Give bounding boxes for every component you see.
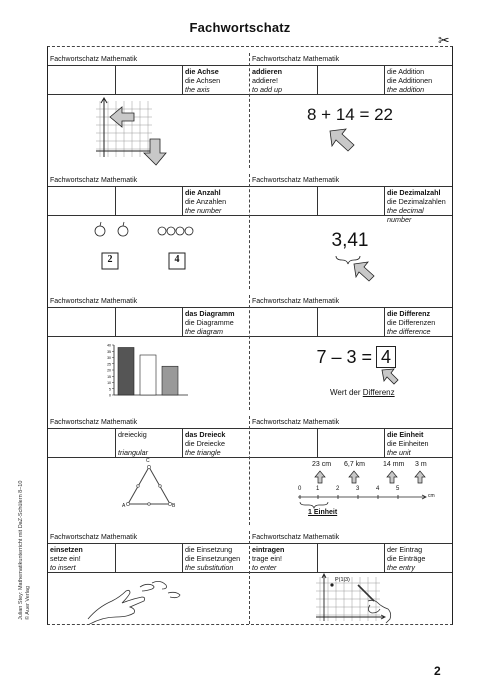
card-einsetzen — [48, 531, 250, 624]
word-cell-2 — [115, 308, 182, 336]
axis-picture — [48, 95, 250, 168]
word-english: the diagram — [185, 327, 223, 336]
diagram-tick-label: 5 — [109, 387, 111, 392]
ruler-tick-label: 2 — [336, 486, 340, 492]
unit-value: 23 cm — [312, 461, 332, 468]
inserting-hand-picture — [48, 573, 250, 624]
card-header: Fachwortschatz Mathematik — [48, 174, 249, 187]
word-english: triangular — [118, 448, 148, 457]
diagram-tick-label: 30 — [107, 356, 111, 360]
word-imperative: setze ein! — [50, 554, 81, 563]
arrow-up-left-icon — [354, 262, 374, 281]
arrow-down-icon — [144, 139, 166, 165]
scissors-icon: ✂ — [438, 32, 450, 48]
word-cell-1 — [250, 187, 317, 215]
word-imperative: trage ein! — [252, 554, 282, 563]
word-english: to enter — [252, 563, 277, 572]
word-cells — [250, 429, 452, 458]
word-plural: die Dreiecke — [185, 439, 225, 448]
vocab-row-3 — [48, 295, 452, 410]
word-english: the axis — [185, 85, 210, 94]
page-number: 2 — [434, 664, 441, 678]
card-die-anzahl — [48, 174, 250, 289]
difference-caption-word: Differenz — [362, 388, 395, 397]
diagram-bar — [118, 348, 134, 396]
card-header: Fachwortschatz Mathematik — [48, 416, 249, 429]
unit-value: 14 mm — [383, 461, 405, 468]
word-singular: die Anzahl — [185, 188, 221, 197]
word-cell-3 — [182, 544, 250, 572]
word-cells — [250, 544, 452, 573]
word-plural: die Differenzen — [387, 318, 436, 327]
word-plural: die Dezimalzahlen — [387, 197, 446, 206]
credit-text — [18, 480, 31, 620]
card-picture — [250, 95, 452, 168]
word-english: the unit — [387, 448, 411, 457]
diagram-bar — [140, 355, 156, 395]
word-singular: das Diagramm — [185, 309, 235, 318]
word-cell-1 — [250, 308, 317, 336]
difference-arrow-picture — [250, 337, 452, 410]
word-cells — [250, 187, 452, 224]
arrow-up-icon — [415, 471, 425, 483]
unit-caption: 1 Einheit — [308, 509, 338, 516]
diagram-tick-label: 10 — [107, 381, 111, 385]
card-picture — [48, 337, 249, 410]
diagram-tick-label: 40 — [107, 343, 111, 348]
unit-value: 6,7 km — [344, 461, 366, 468]
vertex-label-c: C — [146, 458, 150, 464]
word-plural: die Diagramme — [185, 318, 234, 327]
word-cells — [48, 544, 249, 573]
word-cell-2 — [317, 66, 384, 94]
card-picture — [250, 458, 452, 525]
ruler-tick-label: 5 — [396, 486, 400, 492]
card-header: Fachwortschatz Mathematik — [250, 531, 452, 544]
card-header: Fachwortschatz Mathematik — [48, 531, 249, 544]
word-singular: die Einsetzung — [185, 545, 233, 554]
word-cell-2 — [115, 187, 182, 215]
vertex-label-b: B — [172, 503, 176, 509]
word-cell-3 — [384, 544, 452, 572]
word-plural: die Achsen — [185, 76, 221, 85]
card-header: Fachwortschatz Mathematik — [250, 295, 452, 308]
word-cells — [48, 66, 249, 95]
word-singular: die Differenz — [387, 309, 431, 318]
point-label: P(1|3) — [335, 577, 350, 583]
word-english: the entry — [387, 563, 415, 572]
card-header: Fachwortschatz Mathematik — [250, 416, 452, 429]
page-title: Fachwortschatz — [189, 20, 291, 35]
diagram-tick-label: 35 — [107, 349, 111, 354]
word-cell-1 — [250, 544, 317, 572]
unit-value: 3 m — [415, 461, 427, 468]
count-picture — [48, 216, 250, 289]
diagram-tick-label: 20 — [107, 368, 111, 373]
word-cell-1 — [48, 187, 115, 215]
card-picture — [250, 337, 452, 410]
word-singular: das Dreieck — [185, 430, 226, 439]
diagram-bar — [162, 366, 178, 395]
vocabulary-sheet — [47, 46, 453, 625]
card-addieren — [250, 53, 452, 168]
word-infinitive: addieren — [252, 67, 282, 76]
diagram-tick-label: 0 — [109, 393, 111, 398]
card-header: Fachwortschatz Mathematik — [250, 53, 452, 66]
word-cell-1 — [250, 66, 317, 94]
arrow-left-icon — [110, 107, 134, 127]
word-plural: die Additionen — [387, 76, 433, 85]
word-plural: die Einsetzungen — [185, 554, 241, 563]
word-singular: der Eintrag — [387, 545, 423, 554]
word-cell-3 — [384, 429, 452, 457]
word-cell-2 — [317, 308, 384, 336]
word-english: the difference — [387, 327, 431, 336]
word-imperative: addiere! — [252, 76, 278, 85]
word-cell-3 — [182, 66, 250, 94]
word-english: to insert — [50, 563, 76, 572]
word-cells — [48, 187, 249, 216]
ruler-tick-label: 3 — [356, 486, 360, 492]
vertex-label-a: A — [122, 503, 126, 509]
word-cells — [48, 429, 249, 458]
word-cell-2 — [115, 429, 182, 457]
card-picture — [48, 573, 249, 624]
vocab-row-1 — [48, 53, 452, 168]
card-das-diagramm — [48, 295, 250, 410]
difference-result-box: 4 — [376, 346, 396, 368]
arrow-up-icon — [315, 471, 325, 483]
word-cell-3 — [384, 308, 452, 336]
decimal-number: 3,41 — [331, 230, 369, 251]
word-cells — [250, 308, 452, 337]
card-picture — [48, 95, 249, 168]
word-english: the addition — [387, 85, 425, 94]
ruler-tick-label: 0 — [298, 486, 302, 492]
addition-equation: 8 + 14 = 22 — [306, 105, 394, 124]
card-header: Fachwortschatz Mathematik — [48, 295, 249, 308]
word-english: the decimal number — [387, 206, 424, 224]
card-die-dezimalzahl — [250, 174, 452, 289]
word-cell-2 — [115, 66, 182, 94]
strawberry-icon — [158, 227, 193, 235]
word-cell-1 — [48, 66, 115, 94]
hand-icon — [88, 581, 180, 624]
word-singular: die Einheit — [387, 430, 424, 439]
ruler-unit: cm — [428, 493, 435, 499]
strawberry-count-box: 4 — [174, 254, 180, 265]
card-header: Fachwortschatz Mathematik — [48, 53, 249, 66]
diagram-tick-label: 25 — [107, 362, 111, 367]
word-plural: die Anzahlen — [185, 197, 227, 206]
card-picture — [250, 573, 452, 624]
word-cell-2 — [317, 544, 384, 572]
card-die-einheit — [250, 416, 452, 525]
word-cell-3 — [182, 308, 250, 336]
apple-count-box: 2 — [107, 254, 113, 265]
vocab-row-2 — [48, 174, 452, 289]
ruler-tick-label: 1 — [316, 486, 320, 492]
vocab-row-4 — [48, 416, 452, 525]
diagram-tick-label: 15 — [107, 374, 111, 379]
word-cell-1 — [48, 544, 115, 572]
triangle-picture — [48, 458, 250, 525]
word-cell-1 — [250, 429, 317, 457]
entry-grid-picture — [250, 573, 452, 624]
word-cell-2 — [317, 429, 384, 457]
word-empty — [118, 439, 180, 448]
card-picture — [48, 458, 249, 525]
word-cell-1 — [48, 308, 115, 336]
arrow-up-left-icon — [330, 129, 354, 151]
card-das-dreieck — [48, 416, 250, 525]
word-english: the substitution — [185, 563, 234, 572]
word-plural: die Einträge — [387, 554, 426, 563]
difference-caption — [330, 388, 395, 397]
card-picture — [48, 216, 249, 289]
arrow-picture — [250, 95, 452, 168]
word-cell-3 — [384, 187, 452, 224]
word-cell-1 — [48, 429, 115, 457]
word-english: to add up — [252, 85, 282, 94]
word-cells — [250, 66, 452, 95]
card-picture — [250, 216, 452, 289]
word-cell-3 — [384, 66, 452, 94]
vocab-row-5 — [48, 531, 452, 624]
word-adjective: dreieckig — [118, 430, 147, 439]
word-cells — [48, 308, 249, 337]
word-plural: die Einheiten — [387, 439, 429, 448]
apple-icon — [95, 222, 128, 236]
arrow-up-icon — [349, 471, 359, 483]
word-english: the number — [185, 206, 222, 215]
unit-picture — [250, 458, 452, 525]
bar-diagram — [48, 337, 250, 410]
word-singular: die Dezimalzahl — [387, 188, 441, 197]
word-infinitive: eintragen — [252, 545, 285, 554]
card-die-achse — [48, 53, 250, 168]
card-eintragen — [250, 531, 452, 624]
difference-equation: 7 – 3 = — [316, 347, 372, 367]
word-singular: die Achse — [185, 67, 219, 76]
word-cell-2 — [115, 544, 182, 572]
word-english: the triangle — [185, 448, 221, 457]
word-cell-3 — [182, 429, 250, 457]
credit-line-2: © Auer Verlag — [24, 585, 31, 620]
difference-caption-prefix: Wert der — [330, 388, 363, 397]
word-infinitive: einsetzen — [50, 545, 83, 554]
word-singular: die Addition — [387, 67, 425, 76]
credit-line-1: Julian Stey: Mathematikunterricht mit DaZ-Schülern 8–10 — [18, 480, 24, 620]
arrow-up-icon — [387, 471, 397, 483]
ruler-tick-label: 4 — [376, 486, 380, 492]
card-die-differenz — [250, 295, 452, 410]
decimal-brace-picture — [250, 216, 452, 289]
word-cell-3 — [182, 187, 250, 215]
word-cell-2 — [317, 187, 384, 215]
card-header: Fachwortschatz Mathematik — [250, 174, 452, 187]
arrow-up-left-icon — [382, 369, 398, 384]
